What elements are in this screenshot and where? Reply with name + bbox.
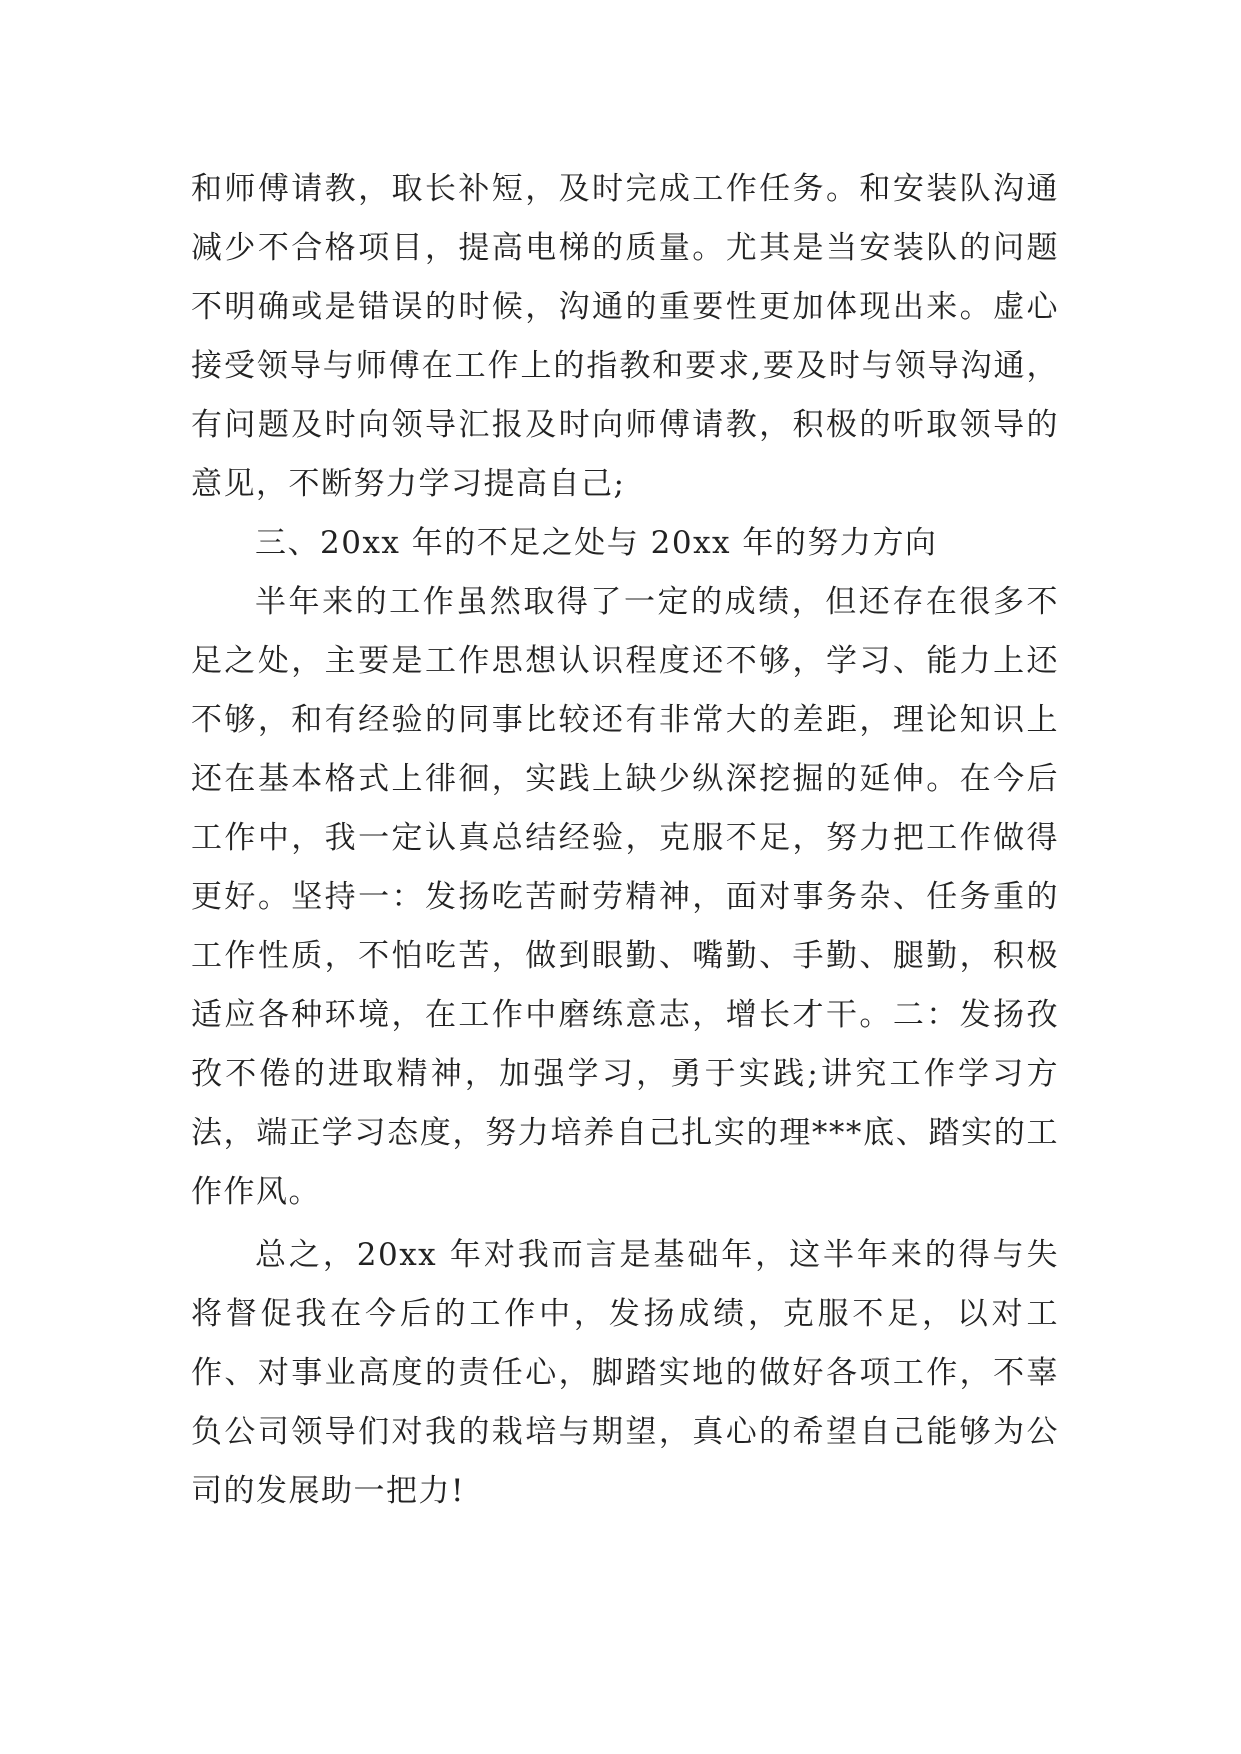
- paragraph-conclusion: 总之，20xx 年对我而言是基础年，这半年来的得与失将督促我在今后的工作中，发扬成绩，克服不足，以对工作、对事业高度的责任心，脚踏实地的做好各项工作，不辜负公司领导们对我的栽培与期望，真心的希望自己能够为公司的发展助一把力!: [191, 1237, 1059, 1509]
- paragraph-shortcomings: 半年来的工作虽然取得了一定的成绩，但还存在很多不足之处，主要是工作思想认识程度还不够，学习、能力上还不够，和有经验的同事比较还有非常大的差距，理论知识上还在基本格式上徘徊，实践上缺少纵深挖掘的延伸。在今后工作中，我一定认真总结经验，克服不足，努力把工作做得更好。坚持一：发扬吃苦耐劳精神，面对事务杂、任务重的工作性质，不怕吃苦，做到眼勤、嘴勤、手勤、腿勤，积极适应各种环境，在工作中磨练意志，增长才干。二：发扬孜孜不倦的进取精神，加强学习，勇于实践;讲究工作学习方法，端正学习态度，努力培养自己扎实的理***底、踏实的工作作风。: [191, 584, 1059, 1210]
- document-body: [191, 160, 1059, 1521]
- section-heading-three: 三、20xx 年的不足之处与 20xx 年的努力方向: [255, 525, 938, 561]
- paragraph-continued: 和师傅请教，取长补短，及时完成工作任务。和安装队沟通减少不合格项目，提高电梯的质量。尤其是当安装队的问题不明确或是错误的时候，沟通的重要性更加体现出来。虚心接受领导与师傅在工作上的指教和要求,要及时与领导沟通，有问题及时向领导汇报及时向师傅请教，积极的听取领导的意见，不断努力学习提高自己;: [191, 171, 1059, 502]
